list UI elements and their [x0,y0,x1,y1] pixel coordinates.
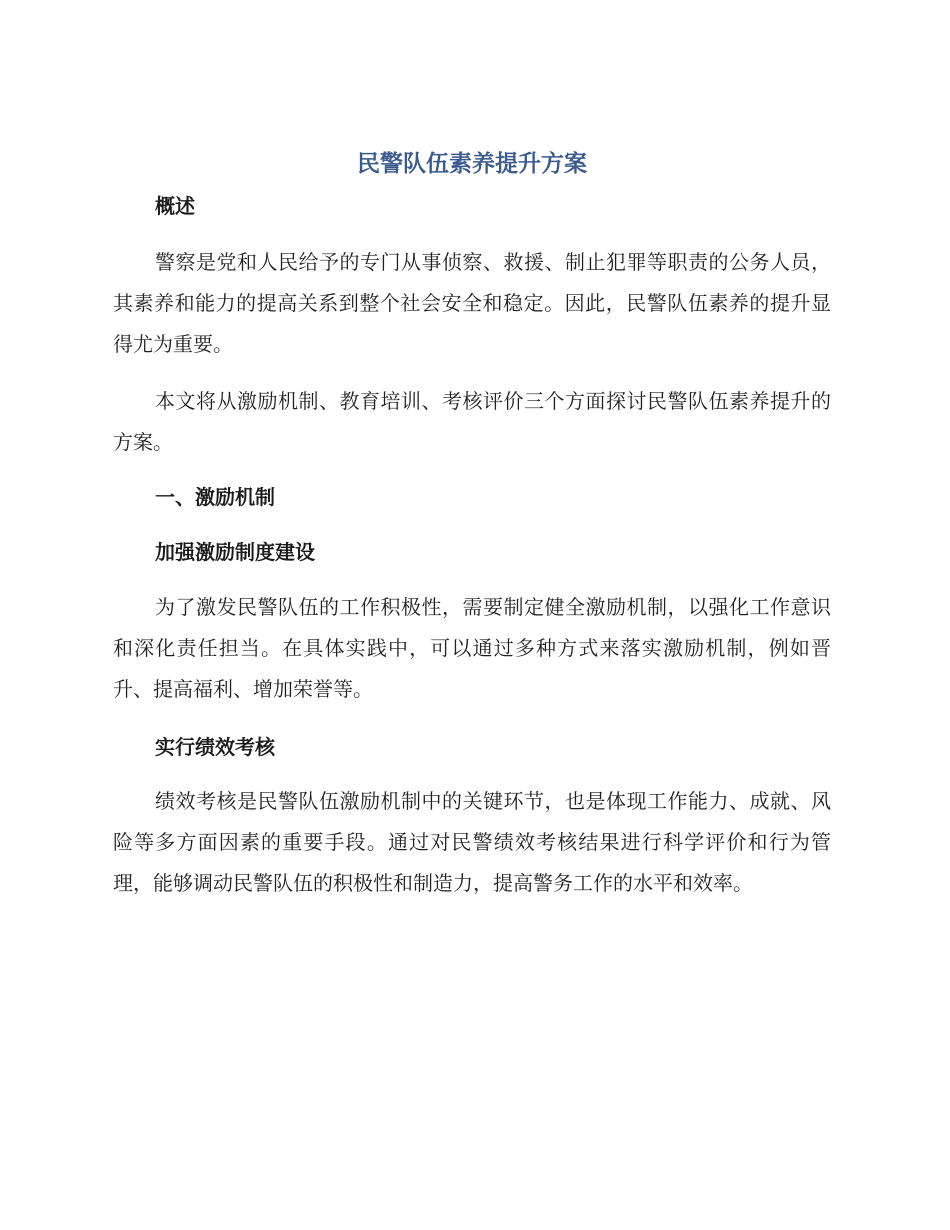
subsection-heading-performance: 实行绩效考核 [155,735,275,759]
paragraph-overview-1: 警察是党和人民给予的专门从事侦察、救援、制止犯罪等职责的公务人员，其素养和能力的提高关系到整个社会安全和稳定。因此，民警队伍素养的提升显得尤为重要。 [113,250,831,356]
paragraph-overview-2: 本文将从激励机制、教育培训、考核评价三个方面探讨民警队伍素养提升的方案。 [113,389,831,454]
paragraph-incentive-system: 为了激发民警队伍的工作积极性，需要制定健全激励机制，以强化工作意识和深化责任担当。在具体实践中，可以通过多种方式来落实激励机制，例如晋升、提高福利、增加荣誉等。 [113,595,831,701]
section-heading-incentive: 一、激励机制 [155,485,275,509]
paragraph-performance: 绩效考核是民警队伍激励机制中的关键环节，也是体现工作能力、成就、风险等多方面因素的重要手段。通过对民警绩效考核结果进行科学评价和行为管理，能够调动民警队伍的积极性和制造力，提高警务工作的水平和效率。 [113,789,831,895]
subsection-heading-incentive-system: 加强激励制度建设 [155,540,315,564]
section-heading-overview: 概述 [155,194,195,218]
document-title: 民警队伍素养提升方案 [357,151,587,177]
